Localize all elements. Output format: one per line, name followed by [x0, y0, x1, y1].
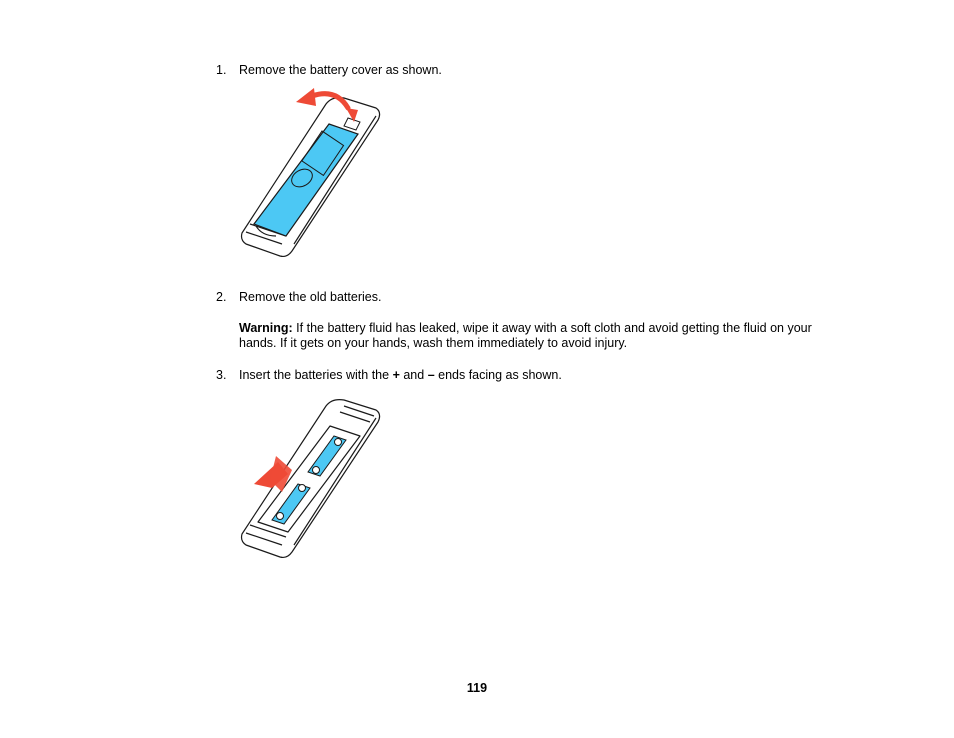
step-3	[216, 368, 562, 383]
step-1	[216, 63, 442, 78]
minus-symbol: –	[427, 368, 435, 382]
step-text: Remove the old batteries.	[239, 290, 382, 304]
step-number: 1.	[216, 63, 227, 77]
step-text-after: ends facing as shown.	[434, 368, 562, 382]
step-text: Remove the battery cover as shown.	[239, 63, 442, 77]
remote-battery-insertion-illustration	[236, 396, 388, 562]
warning-text: If the battery fluid has leaked, wipe it away with a soft cloth and avoid getting the fluid on your hands. If it gets on your hands, wash them immediately to avoid injury.	[239, 321, 812, 350]
step-number: 3.	[216, 368, 227, 382]
remote-cover-removal-illustration	[236, 86, 388, 262]
battery-lower	[272, 484, 310, 524]
step-number: 2.	[216, 290, 227, 304]
plus-symbol: +	[392, 368, 400, 382]
page-number: 119	[466, 681, 488, 695]
remote-end-cap-lines	[246, 525, 286, 545]
battery-cover	[254, 124, 358, 236]
step-text-mid: and	[399, 368, 428, 382]
cover-latch	[344, 118, 360, 130]
battery-upper	[308, 436, 346, 476]
warning-note	[239, 321, 824, 351]
step-2	[216, 290, 381, 305]
warning-label: Warning:	[239, 321, 293, 335]
step-text-before: Insert the batteries with the	[239, 368, 393, 382]
removal-arrow-head	[296, 88, 316, 106]
